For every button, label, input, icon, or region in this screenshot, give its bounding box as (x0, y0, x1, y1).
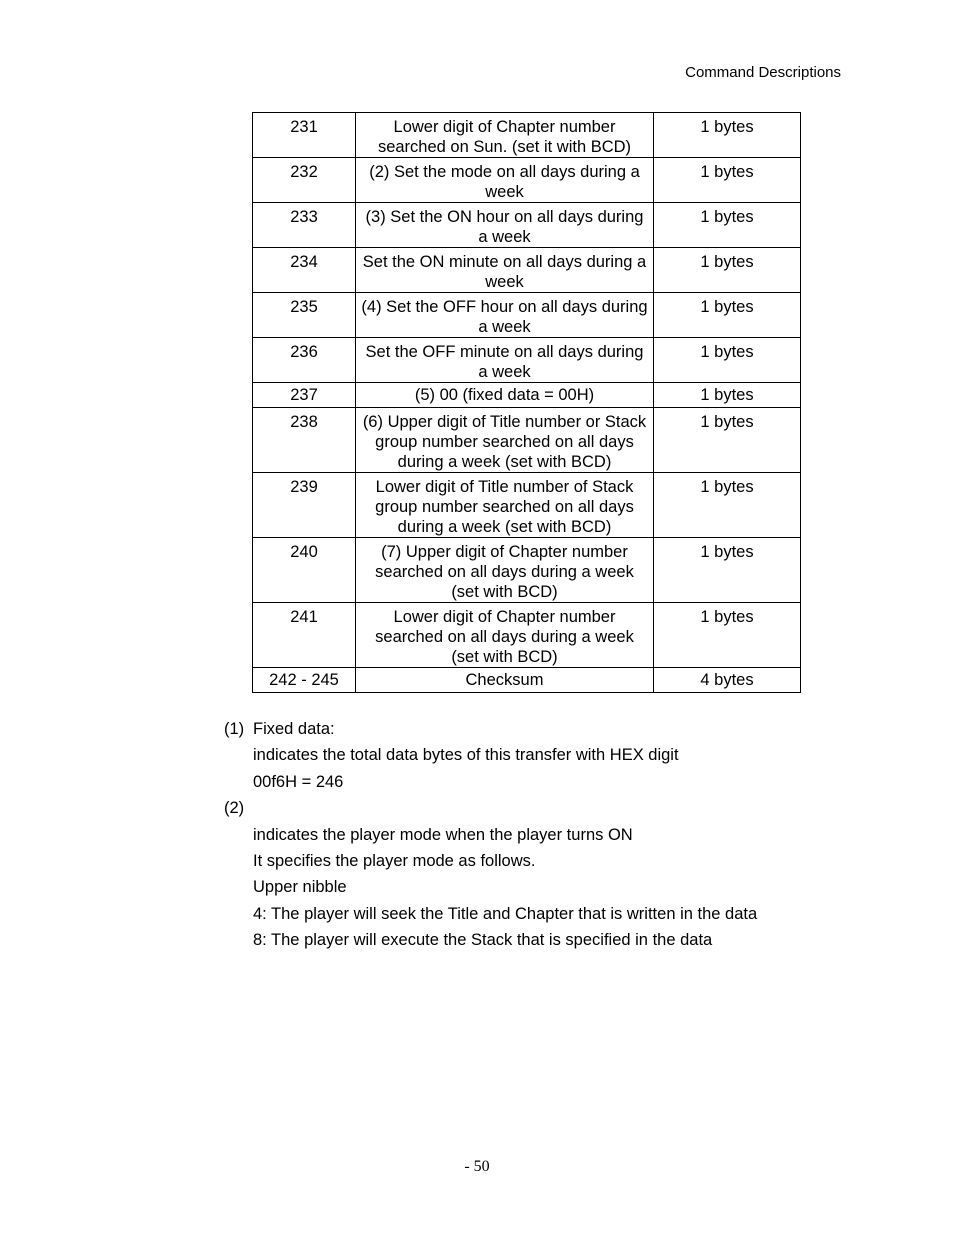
size-cell: 1 bytes (654, 203, 801, 248)
table-row (253, 383, 801, 408)
description-cell: (6) Upper digit of Title number or Stack group number searched on all days during a week (set with BCD) (356, 408, 654, 473)
note-text: indicates the total data bytes of this transfer with HEX digit (253, 746, 679, 765)
description-cell: Lower digit of Title number of Stack group number searched on all days during a week (set with BCD) (356, 473, 654, 538)
note-text: 8: The player will execute the Stack that is specified in the data (253, 931, 713, 950)
table-row (253, 203, 801, 248)
description-cell: Set the OFF minute on all days during a week (356, 338, 654, 383)
description-cell: (2) Set the mode on all days during a week (356, 158, 654, 203)
description-cell: (7) Upper digit of Chapter number searched on all days during a week (set with BCD) (356, 538, 654, 603)
description-cell: Lower digit of Chapter number searched on Sun. (set it with BCD) (356, 113, 654, 158)
size-cell: 1 bytes (654, 293, 801, 338)
note-text: Upper nibble (253, 878, 347, 897)
offset-cell: 237 (253, 383, 356, 408)
size-cell: 1 bytes (654, 338, 801, 383)
description-cell: (3) Set the ON hour on all days during a week (356, 203, 654, 248)
size-cell: 1 bytes (654, 473, 801, 538)
offset-cell: 242 - 245 (253, 668, 356, 693)
description-cell: Checksum (356, 668, 654, 693)
offset-cell: 236 (253, 338, 356, 383)
offset-cell: 235 (253, 293, 356, 338)
note-text: indicates the player mode when the player turns ON (253, 825, 633, 844)
description-cell: Lower digit of Chapter number searched on all days during a week (set with BCD) (356, 603, 654, 668)
note-text: 00f6H = 246 (253, 772, 344, 791)
size-cell: 1 bytes (654, 538, 801, 603)
size-cell: 1 bytes (654, 248, 801, 293)
table-row (253, 113, 801, 158)
table-row (253, 538, 801, 603)
offset-cell: 241 (253, 603, 356, 668)
data-format-table (252, 112, 801, 693)
table-row (253, 473, 801, 538)
size-cell: 1 bytes (654, 158, 801, 203)
offset-cell: 239 (253, 473, 356, 538)
table-row (253, 668, 801, 693)
note-1-heading (224, 716, 757, 742)
table-row (253, 408, 801, 473)
table-row (253, 293, 801, 338)
offset-cell: 232 (253, 158, 356, 203)
notes-section (224, 716, 757, 954)
offset-cell: 234 (253, 248, 356, 293)
note-2-heading (224, 795, 757, 821)
note-text: 4: The player will seek the Title and Chapter that is written in the data (253, 904, 758, 923)
size-cell: 4 bytes (654, 668, 801, 693)
offset-cell: 233 (253, 203, 356, 248)
table-row (253, 338, 801, 383)
table-row (253, 158, 801, 203)
offset-cell: 238 (253, 408, 356, 473)
table-row (253, 603, 801, 668)
size-cell: 1 bytes (654, 603, 801, 668)
note-title: Fixed data: (253, 720, 335, 738)
page-number: - 50 (464, 1158, 490, 1175)
offset-cell: 231 (253, 113, 356, 158)
running-header: Command Descriptions (685, 64, 841, 81)
size-cell: 1 bytes (654, 408, 801, 473)
offset-cell: 240 (253, 538, 356, 603)
description-cell: Set the ON minute on all days during a week (356, 248, 654, 293)
size-cell: 1 bytes (654, 383, 801, 408)
size-cell: 1 bytes (654, 113, 801, 158)
note-text: It specifies the player mode as follows. (253, 851, 536, 870)
description-cell: (5) 00 (fixed data = 00H) (356, 383, 654, 408)
note-number: (2) (224, 799, 245, 818)
description-cell: (4) Set the OFF hour on all days during a week (356, 293, 654, 338)
note-number: (1) (224, 720, 245, 738)
table-row (253, 248, 801, 293)
